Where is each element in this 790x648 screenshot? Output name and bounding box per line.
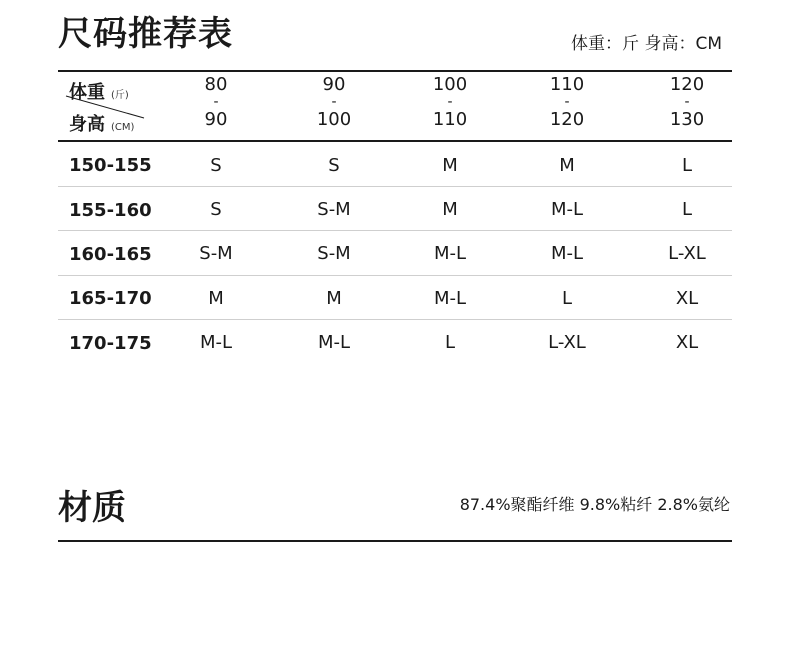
weight-label: 体重	[69, 82, 105, 103]
height-row-label: 165-170	[69, 288, 152, 309]
size-cell: M	[442, 155, 458, 176]
height-row-label: 160-165	[69, 244, 152, 265]
weight-range-separator: -	[564, 94, 570, 110]
material-title: 材质	[58, 488, 126, 528]
size-cell: M-L	[199, 332, 233, 353]
size-cell: L	[561, 288, 573, 309]
size-cell: S	[210, 155, 222, 176]
height-header	[69, 110, 134, 136]
size-chart-title: 尺码推荐表	[58, 14, 233, 54]
material-rule	[58, 540, 732, 542]
weight-range-end: 120	[549, 109, 585, 130]
weight-unit: (斤)	[111, 90, 129, 101]
size-cell: M	[559, 155, 575, 176]
row-divider	[58, 275, 732, 276]
weight-column-header	[176, 76, 256, 129]
size-cell: L	[444, 332, 456, 353]
weight-column-header	[294, 76, 374, 129]
corner-header-cell	[58, 72, 158, 138]
height-row-label: 155-160	[69, 200, 152, 221]
size-cell: L	[681, 199, 693, 220]
row-divider	[58, 230, 732, 231]
weight-range-separator: -	[213, 94, 219, 110]
size-cell: M-L	[550, 243, 584, 264]
size-cell: L-XL	[548, 332, 586, 353]
header-bottom-rule	[58, 140, 732, 142]
size-cell: S-M	[199, 243, 233, 264]
size-cell: M	[208, 288, 224, 309]
material-composition: 87.4%聚酯纤维 9.8%粘纤 2.8%氨纶	[459, 495, 730, 514]
size-cell: M-L	[433, 243, 467, 264]
size-cell: L-XL	[668, 243, 706, 264]
table-top-rule	[58, 70, 732, 72]
weight-column-header	[647, 76, 727, 129]
weight-range-start: 100	[432, 74, 468, 95]
weight-range-end: 130	[669, 109, 705, 130]
weight-range-separator: -	[331, 94, 337, 110]
size-cell: M-L	[317, 332, 351, 353]
size-cell: XL	[675, 288, 699, 309]
weight-range-start: 120	[669, 74, 705, 95]
height-label: 身高	[69, 114, 105, 135]
size-cell: S-M	[317, 243, 351, 264]
weight-range-start: 110	[549, 74, 585, 95]
weight-range-separator: -	[447, 94, 453, 110]
size-cell: M	[326, 288, 342, 309]
weight-range-end: 100	[316, 109, 352, 130]
size-cell: M-L	[550, 199, 584, 220]
row-divider	[58, 186, 732, 187]
size-cell: S	[210, 199, 222, 220]
weight-column-header	[527, 76, 607, 129]
height-unit: (CM)	[111, 122, 135, 133]
unit-note: 体重：斤 身高：CM	[571, 34, 722, 54]
weight-header	[69, 78, 129, 104]
size-cell: M-L	[433, 288, 467, 309]
size-cell: L	[681, 155, 693, 176]
size-cell: M	[442, 199, 458, 220]
weight-range-start: 90	[322, 74, 346, 95]
weight-column-header	[410, 76, 490, 129]
row-divider	[58, 319, 732, 320]
weight-range-end: 90	[204, 109, 228, 130]
height-row-label: 150-155	[69, 155, 152, 176]
size-cell: XL	[675, 332, 699, 353]
weight-range-separator: -	[684, 94, 690, 110]
size-cell: S	[328, 155, 340, 176]
weight-range-start: 80	[204, 74, 228, 95]
height-row-label: 170-175	[69, 333, 152, 354]
weight-range-end: 110	[432, 109, 468, 130]
size-cell: S-M	[317, 199, 351, 220]
